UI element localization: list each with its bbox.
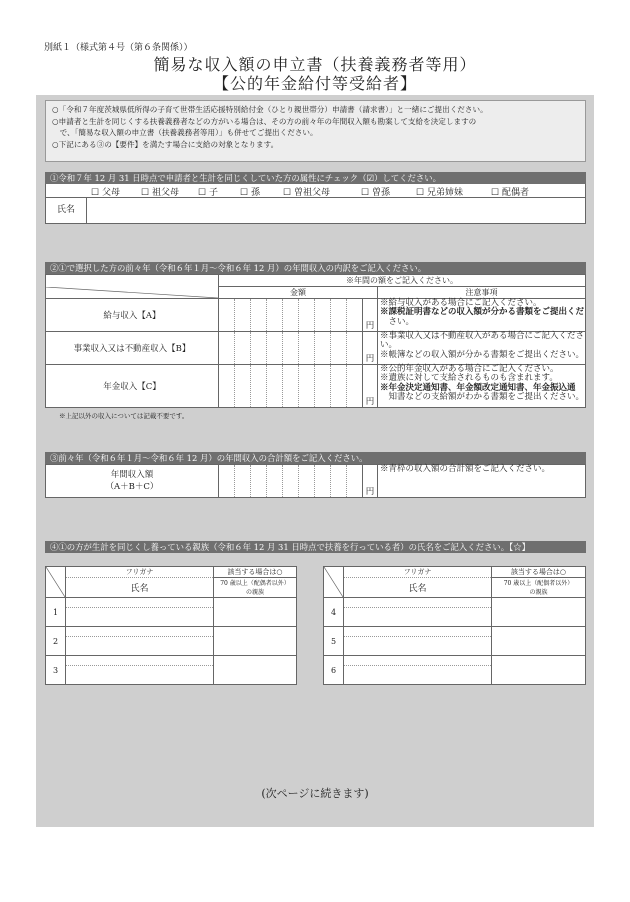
form-reference: 別紙１（様式第４号（第６条関係）） [44, 43, 193, 53]
applicable-title: 該当する場合は○ [492, 567, 585, 578]
intro-line: ○申請者と生計を同じくする扶養義務者などの方がいる場合は、その方の前々年の年間収入額も勘案して支給を決定しますの [52, 116, 477, 126]
total-amount-field[interactable] [219, 465, 378, 498]
furigana-label: フリガナ [66, 567, 213, 578]
checkbox-icon[interactable]: ☐ [198, 188, 207, 198]
note-line: ※遺族に対して支給されるものも含まれます。 [380, 373, 558, 384]
option-child[interactable] [198, 185, 240, 198]
note-line: 知書などの支給額がわかる書類をご提出ください。 [380, 391, 585, 402]
total-label-line: 年間収入額 [110, 470, 154, 480]
note-line: ※帳簿などの収入額が分かる書類をご提出ください。 [380, 349, 585, 360]
option-label: 配偶者 [501, 188, 529, 198]
income-notes [378, 365, 586, 408]
income-label: 事業収入又は不動産収入【B】 [46, 332, 219, 365]
note-line: ※事業収入又は不動産収入がある場合にご記入ください。 [380, 331, 585, 351]
section2-header: ②①で選択した方の前々年（令和６年１月～令和６年 12 月）の年間収入の内訳をご記入ください。 [45, 262, 586, 274]
option-grandparent[interactable] [141, 185, 198, 198]
section3-header: ③前々年（令和６年１月～令和６年 12 月）の年間収入の合計額をご記入ください。 [45, 452, 586, 464]
note-line: ※課税証明書などの収入額が分かる書類をご提出くだ [380, 307, 585, 318]
row-number: 2 [46, 627, 66, 656]
option-siblings[interactable] [416, 185, 491, 198]
name-header-label: 氏名 [408, 584, 427, 594]
diagonal-cell [46, 567, 66, 598]
applicable-field[interactable] [492, 656, 586, 685]
section1-header: ①令和７年 12 月 31 日時点で申請者と生計を同じくしていた方の属性にチェック（☑）してください。 [45, 172, 586, 184]
dependents-table-left [45, 566, 297, 685]
dependent-row [324, 656, 586, 685]
amount-field[interactable] [219, 365, 378, 408]
checkbox-icon[interactable]: ☐ [283, 188, 292, 198]
dependent-row [46, 656, 297, 685]
intro-line: ○「令和７年度茨城県低所得の子育て世帯生活応援特別給付金（ひとり親世帯分）申請書（請求書）」と一緒にご提出ください。 [52, 105, 488, 114]
applicable-sub: の親族 [245, 589, 264, 596]
name-field[interactable] [87, 198, 585, 223]
intro-box [45, 100, 586, 162]
dependent-name-field[interactable] [66, 656, 214, 685]
checkbox-icon[interactable]: ☐ [361, 188, 370, 198]
option-label: 祖父母 [151, 188, 179, 198]
intro-line: ○下記にある③の【要件】を満たす場合に支給の対象となります。 [52, 139, 279, 149]
section4 [45, 541, 586, 553]
applicable-field[interactable] [214, 656, 297, 685]
total-note: ※青枠の収入額の合計額をご記入ください。 [378, 465, 586, 498]
dependents-table-right [323, 566, 586, 685]
annual-note: ※年間の額をご記入ください。 [219, 275, 586, 287]
section3 [45, 452, 586, 498]
amount-field[interactable] [219, 332, 378, 365]
note-line: ※給与収入がある場合にご記入ください。 [380, 298, 542, 308]
dependent-row [324, 627, 586, 656]
intro-line: で、「簡易な収入額の申立書（扶養義務者等用）」も併せてご提出ください。 [52, 128, 318, 137]
section2 [45, 262, 586, 420]
applicable-field[interactable] [214, 598, 297, 627]
income-label: 給与収入【A】 [46, 299, 219, 332]
row-number: 6 [324, 656, 344, 685]
option-label: 孫 [250, 188, 260, 198]
checkbox-icon[interactable]: ☐ [91, 188, 100, 198]
total-label-line: （A＋B＋C） [105, 482, 159, 492]
income-notes [378, 332, 586, 365]
yen-unit: 円 [365, 487, 375, 497]
section2-footnote: ※上記以外の収入については記載不要です。 [59, 412, 189, 420]
dependent-name-field[interactable] [344, 627, 492, 656]
name-header [344, 567, 492, 598]
name-row [45, 198, 586, 224]
checkbox-icon[interactable]: ☐ [141, 188, 150, 198]
dependent-row [324, 598, 586, 627]
dependent-row [46, 598, 297, 627]
yen-unit: 円 [365, 354, 375, 364]
option-label: 子 [208, 188, 218, 198]
blank-cell [46, 275, 219, 287]
note-line: さい。 [380, 316, 415, 327]
amount-field[interactable] [219, 299, 378, 332]
notes-header: 注意事項 [378, 287, 586, 299]
diagonal-cell [46, 287, 219, 299]
income-notes [378, 299, 586, 332]
applicable-header [214, 567, 297, 598]
total-income-table [45, 464, 586, 498]
option-label: 曽孫 [371, 188, 390, 198]
option-label: 父母 [101, 188, 120, 198]
option-spouse[interactable] [491, 185, 529, 198]
applicable-title: 該当する場合は○ [214, 567, 296, 578]
name-header [66, 567, 214, 598]
name-header-label: 氏名 [130, 584, 149, 594]
dependent-row [46, 627, 297, 656]
applicable-sub: 70 歳以上（配偶者以外） [503, 580, 574, 587]
row-number: 5 [324, 627, 344, 656]
yen-unit: 円 [365, 321, 375, 331]
option-grandchild[interactable] [240, 185, 283, 198]
next-page-note: (次ページに続きます) [261, 787, 369, 800]
diagonal-cell [324, 567, 344, 598]
note-line: ※年金決定通知書、年金額改定通知書、年金振込通 [380, 382, 576, 393]
option-great-grandchild[interactable] [361, 185, 416, 198]
total-label [46, 465, 219, 498]
row-number: 4 [324, 598, 344, 627]
applicable-field[interactable] [214, 627, 297, 656]
dependent-name-field[interactable] [344, 598, 492, 627]
note-line: ※公的年金収入がある場合にご記入ください。 [380, 364, 559, 374]
checkbox-icon[interactable]: ☐ [240, 188, 249, 198]
applicable-field[interactable] [492, 627, 586, 656]
section1 [45, 172, 586, 224]
income-breakdown-table [45, 274, 586, 408]
name-label: 氏名 [46, 198, 87, 223]
dependent-name-field[interactable] [344, 656, 492, 685]
option-label: 曽祖父母 [293, 188, 330, 198]
relation-options [45, 184, 586, 198]
section4-header: ④①の方が生計を同じくし養っている親族（令和６年 12 月 31 日時点で扶養を行っている者）の氏名をご記入ください。【☆】 [45, 541, 586, 553]
option-label: 兄弟姉妹 [426, 188, 463, 198]
applicable-sub: 70 歳以上（配偶者以外） [220, 580, 290, 587]
dependent-name-field[interactable] [66, 627, 214, 656]
furigana-label: フリガナ [344, 567, 491, 578]
option-great-grandparent[interactable] [283, 185, 361, 198]
applicable-header [492, 567, 586, 598]
dependent-name-field[interactable] [66, 598, 214, 627]
amount-header: 金額 [219, 287, 378, 299]
row-number: 3 [46, 656, 66, 685]
option-parent[interactable] [91, 185, 141, 198]
applicable-sub: の親族 [529, 589, 548, 596]
row-number: 1 [46, 598, 66, 627]
yen-unit: 円 [365, 397, 375, 407]
income-label: 年金収入【C】 [46, 365, 219, 408]
checkbox-icon[interactable]: ☐ [416, 188, 425, 198]
page-title: 簡易な収入額の申立書（扶養義務者等用） [153, 55, 477, 74]
applicable-field[interactable] [492, 598, 586, 627]
checkbox-icon[interactable]: ☐ [491, 188, 500, 198]
page-subtitle: 【公的年金給付等受給者】 [212, 74, 417, 93]
